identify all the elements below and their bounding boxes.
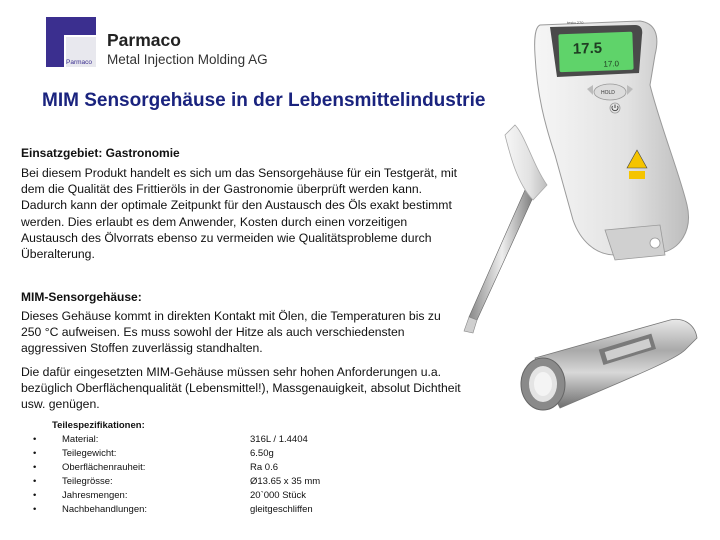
bullet: • (33, 476, 37, 487)
logo-mark-text: Parmaco (66, 59, 93, 66)
bullet: • (33, 490, 37, 501)
hold-button-label: HOLD (601, 90, 615, 96)
spec-value: 20`000 Stück (250, 490, 306, 501)
spec-label: Teilegrösse: (62, 476, 113, 487)
spec-value: 6.50g (250, 448, 274, 459)
spec-label: Teilegewicht: (62, 448, 117, 459)
spec-row (33, 503, 393, 517)
bullet: • (33, 434, 37, 445)
company-subtitle: Metal Injection Molding AG (107, 52, 268, 67)
spec-value: 316L / 1.4404 (250, 434, 308, 445)
spec-value: gleitgeschliffen (250, 504, 313, 515)
bullet: • (33, 462, 37, 473)
spec-row (33, 475, 393, 489)
spec-value: Ra 0.6 (250, 462, 278, 473)
display-sub-value: 17.0 (603, 59, 620, 69)
section-heading-usage: Einsatzgebiet: Gastronomie (21, 146, 180, 160)
sensor-housing-image (505, 310, 715, 420)
page-title: MIM Sensorgehäuse in der Lebensmittelindustrie (42, 90, 486, 111)
bullet: • (33, 504, 37, 515)
specs-title: Teilespezifikationen: (52, 420, 145, 431)
spec-value: Ø13.65 x 35 mm (250, 476, 321, 487)
device-brand: testo 270 (567, 20, 584, 25)
spec-label: Jahresmengen: (62, 490, 128, 501)
spec-label: Material: (62, 434, 99, 445)
spec-row (33, 489, 393, 503)
company-name: Parmaco (107, 30, 181, 50)
oil-tester-device-image (455, 15, 700, 345)
usage-paragraph: Bei diesem Produkt handelt es sich um das Sensorgehäuse für ein Testgerät, mit dem die Qualität des Frittieröls in der Gastronomie überprüft werden kann. Dadurch kann der optimale Zeitpunkt für den Austausch des Öls exakt bestimmt werden. Dies erlaubt es dem Anwender, Kosten durch einen vorzeitigen Austausch des Ölvorrats ebenso zu vermeiden wie Qualitätsprobleme durch Überalterung. (21, 166, 458, 262)
specs-list (33, 433, 393, 517)
display-main-value: 17.5 (572, 39, 603, 58)
spec-row (33, 433, 393, 447)
spec-row (33, 447, 393, 461)
spec-label: Oberflächenrauheit: (62, 462, 146, 473)
spec-label: Nachbehandlungen: (62, 504, 148, 515)
sensor-paragraph-2: Die dafür eingesetzten MIM-Gehäuse müssen sehr hohen Anforderungen u.a. bezüglich Oberflächenqualität (Lebensmittel!), Massgenauigkeit, absolut Dichtheit usw. genügen. (21, 365, 461, 412)
spec-row (33, 461, 393, 475)
sensor-paragraph-1: Dieses Gehäuse kommt in direkten Kontakt mit Ölen, die Temperaturen bis zu 250 °C aufweisen. Es muss sowohl der Hitze als auch verschiedensten aggressiven Stoffen zuverlässig standhalten. (21, 309, 441, 356)
section-heading-sensor: MIM-Sensorgehäuse: (21, 290, 142, 304)
parmaco-logo-icon (46, 17, 96, 67)
bullet: • (33, 448, 37, 459)
